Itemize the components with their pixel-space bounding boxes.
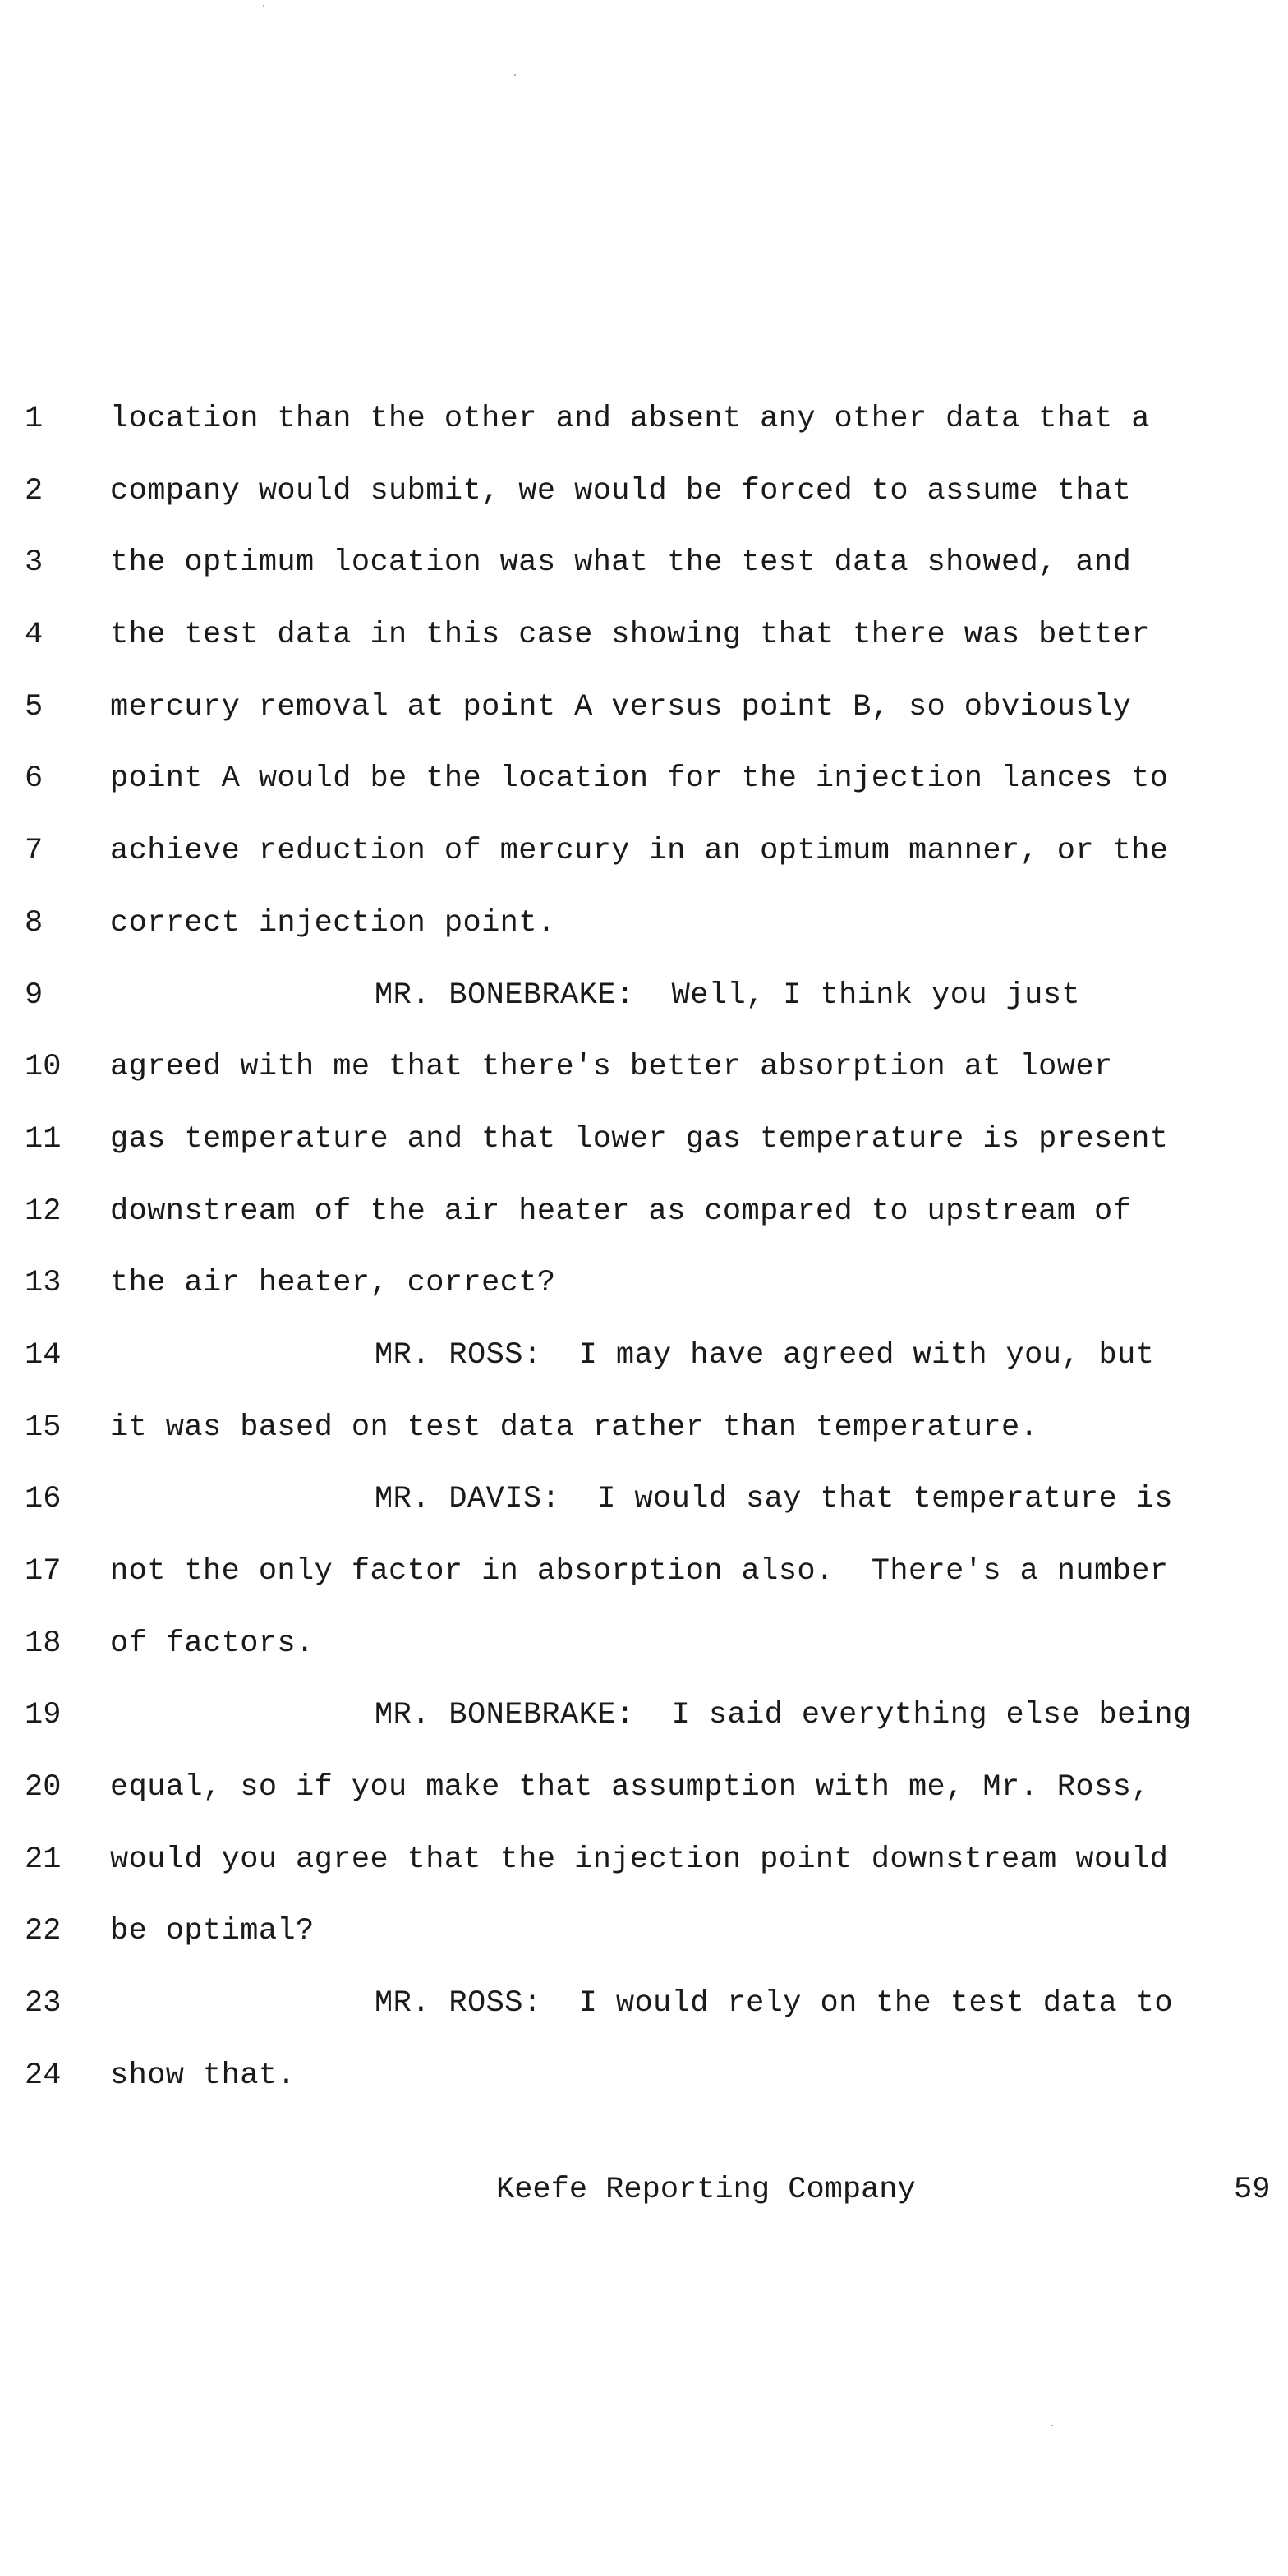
scan-speck — [514, 74, 516, 76]
line-text: equal, so if you make that assumption with me, Mr. Ross, — [110, 1770, 1150, 1806]
transcript-line — [0, 610, 1288, 683]
line-text: company would submit, we would be forced to assume that — [110, 473, 1132, 508]
line-text: MR. ROSS: I may have agreed with you, but — [375, 1337, 1155, 1373]
line-number: 20 — [25, 1770, 62, 1806]
line-text: downstream of the air heater as compared to upstream of — [110, 1194, 1132, 1229]
line-number: 9 — [25, 978, 44, 1013]
line-number: 4 — [25, 618, 44, 653]
transcript-body — [0, 394, 1288, 2123]
line-text: of factors. — [110, 1626, 315, 1661]
line-text: be optimal? — [110, 1914, 315, 1949]
line-text: MR. ROSS: I would rely on the test data to — [375, 1986, 1173, 2022]
line-number: 21 — [25, 1842, 62, 1877]
line-number: 11 — [25, 1121, 62, 1157]
transcript-line — [0, 1474, 1288, 1547]
line-number: 23 — [25, 1986, 62, 2022]
line-number: 24 — [25, 2058, 62, 2093]
line-number: 14 — [25, 1337, 62, 1373]
transcript-line — [0, 1403, 1288, 1475]
line-text: the air heater, correct? — [110, 1266, 556, 1301]
transcript-line — [0, 1258, 1288, 1331]
line-text: gas temperature and that lower gas temperature is present — [110, 1121, 1169, 1157]
line-text: the optimum location was what the test data showed, and — [110, 545, 1132, 581]
transcript-line — [0, 1187, 1288, 1259]
line-number: 5 — [25, 689, 44, 724]
line-number: 3 — [25, 545, 44, 581]
page-footer — [0, 2165, 1288, 2215]
transcript-line — [0, 1547, 1288, 1619]
transcript-line — [0, 1835, 1288, 1907]
transcript-line — [0, 683, 1288, 755]
line-text: MR. BONEBRAKE: I said everything else being — [375, 1698, 1192, 1733]
transcript-line — [0, 2051, 1288, 2123]
line-number: 1 — [25, 402, 44, 436]
line-text: achieve reduction of mercury in an optimum manner, or the — [110, 834, 1169, 869]
transcript-line — [0, 394, 1288, 467]
transcript-line — [0, 1619, 1288, 1691]
transcript-line — [0, 1763, 1288, 1835]
line-text: it was based on test data rather than temperature. — [110, 1410, 1039, 1445]
line-text: show that. — [110, 2058, 297, 2093]
line-number: 18 — [25, 1626, 62, 1661]
line-number: 10 — [25, 1050, 62, 1085]
line-text: location than the other and absent any other data that a — [110, 402, 1150, 436]
transcript-line — [0, 467, 1288, 539]
transcript-line — [0, 538, 1288, 610]
line-number: 19 — [25, 1698, 62, 1733]
scan-speck — [263, 5, 264, 7]
page-number: 59 — [1234, 2173, 1271, 2207]
transcript-line — [0, 1115, 1288, 1187]
line-number: 12 — [25, 1194, 62, 1229]
transcript-line — [0, 899, 1288, 971]
line-number: 16 — [25, 1482, 62, 1517]
line-text: point A would be the location for the injection lances to — [110, 761, 1169, 797]
reporting-company-name: Keefe Reporting Company — [496, 2173, 916, 2207]
transcript-line — [0, 1690, 1288, 1763]
line-text: mercury removal at point A versus point B, so obviously — [110, 689, 1132, 724]
transcript-line — [0, 1331, 1288, 1403]
transcript-line — [0, 1907, 1288, 1979]
transcript-line — [0, 754, 1288, 826]
scan-speck — [1051, 2425, 1053, 2426]
line-text: not the only factor in absorption also. There's a number — [110, 1554, 1169, 1589]
transcript-line — [0, 1042, 1288, 1115]
line-text: the test data in this case showing that there was better — [110, 618, 1150, 653]
line-number: 8 — [25, 905, 44, 941]
line-number: 6 — [25, 761, 44, 797]
line-text: agreed with me that there's better absorption at lower — [110, 1050, 1113, 1085]
line-number: 22 — [25, 1914, 62, 1949]
transcript-line — [0, 971, 1288, 1043]
line-number: 15 — [25, 1410, 62, 1445]
line-number: 17 — [25, 1554, 62, 1589]
transcript-line — [0, 1979, 1288, 2051]
line-number: 7 — [25, 834, 44, 869]
line-text: MR. DAVIS: I would say that temperature is — [375, 1482, 1173, 1517]
line-text: MR. BONEBRAKE: Well, I think you just — [375, 978, 1080, 1013]
transcript-line — [0, 826, 1288, 899]
line-number: 13 — [25, 1266, 62, 1301]
line-number: 2 — [25, 473, 44, 508]
line-text: correct injection point. — [110, 905, 556, 941]
line-text: would you agree that the injection point downstream would — [110, 1842, 1169, 1877]
